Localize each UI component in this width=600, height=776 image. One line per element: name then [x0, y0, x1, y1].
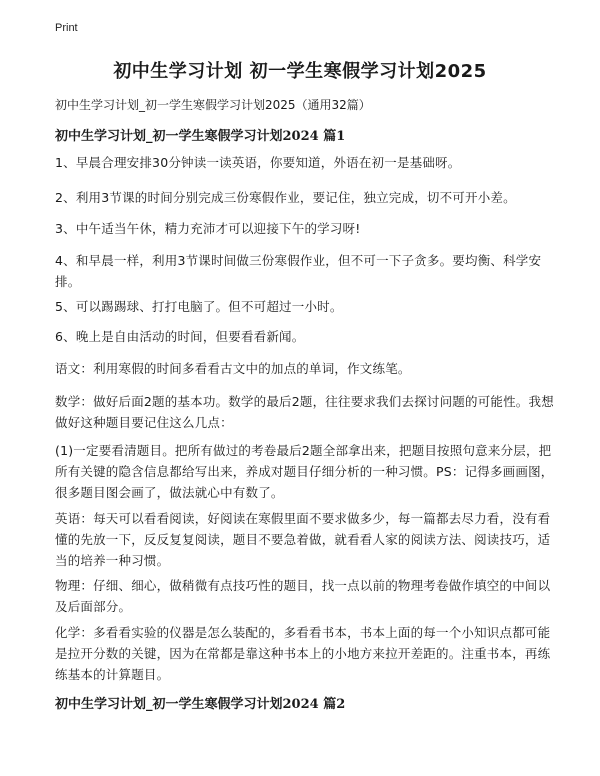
paragraph: 5、可以踢踢球、打打电脑了。但不可超过一小时。 — [55, 299, 343, 314]
section-heading-2: 初中生学习计划_初一学生寒假学习计划2024 篇2 — [55, 697, 346, 712]
paragraph: 英语：每天可以看看阅读，好阅读在寒假里面不要求做多少，每一篇都去尽力看，没有看懂的先放一下，反反复复阅读，题目不要急着做，就看看人家的阅读方法、阅读技巧，适当的培养一种习惯。 — [55, 511, 551, 568]
print-label: Print — [55, 22, 78, 34]
paragraph: 2、利用3节课的时间分别完成三份寒假作业，要记住，独立完成，切不可开小差。 — [55, 190, 516, 205]
paragraph: 物理：仔细、细心，做稍微有点技巧性的题目，找一点以前的物理考卷做作填空的中间以及后面部分。 — [55, 578, 551, 614]
paragraph: 语文：利用寒假的时间多看看古文中的加点的单词，作文练笔。 — [55, 361, 411, 376]
paragraph: 3、中午适当午休，精力充沛才可以迎接下午的学习呀! — [55, 221, 361, 236]
document-title: 初中生学习计划 初一学生寒假学习计划2025 — [113, 61, 487, 82]
paragraph: 数学：做好后面2题的基本功。数学的最后2题，往往要求我们去探讨问题的可能性。我想做好这种题目要记住这么几点： — [55, 394, 554, 430]
section-heading-1: 初中生学习计划_初一学生寒假学习计划2024 篇1 — [55, 129, 346, 144]
paragraph: 化学：多看看实验的仪器是怎么装配的，多看看书本，书本上面的每一个小知识点都可能是拉开分数的关键，因为在常都是靠这种书本上的小地方来拉开差距的。注重书本，再练练基本的计算题目。 — [55, 625, 551, 682]
document-subtitle: 初中生学习计划_初一学生寒假学习计划2025（通用32篇） — [55, 98, 371, 112]
paragraph: 4、和早晨一样，利用3节课时间做三份寒假作业，但不可一下子贪多。要均衡、科学安排。 — [55, 253, 542, 289]
paragraph: 6、晚上是自由活动的时间，但要看看新闻。 — [55, 329, 305, 344]
paragraph: (1)一定要看清题目。把所有做过的考卷最后2题全部拿出来，把题目按照句意来分层，把所有关键的隐含信息都给写出来，养成对题目仔细分析的一种习惯。PS：记得多画画图，很多题目图会画了，做法就心中有数了。 — [55, 443, 554, 500]
paragraph: 1、早晨合理安排30分钟读一读英语，你要知道，外语在初一是基础呀。 — [55, 155, 461, 170]
